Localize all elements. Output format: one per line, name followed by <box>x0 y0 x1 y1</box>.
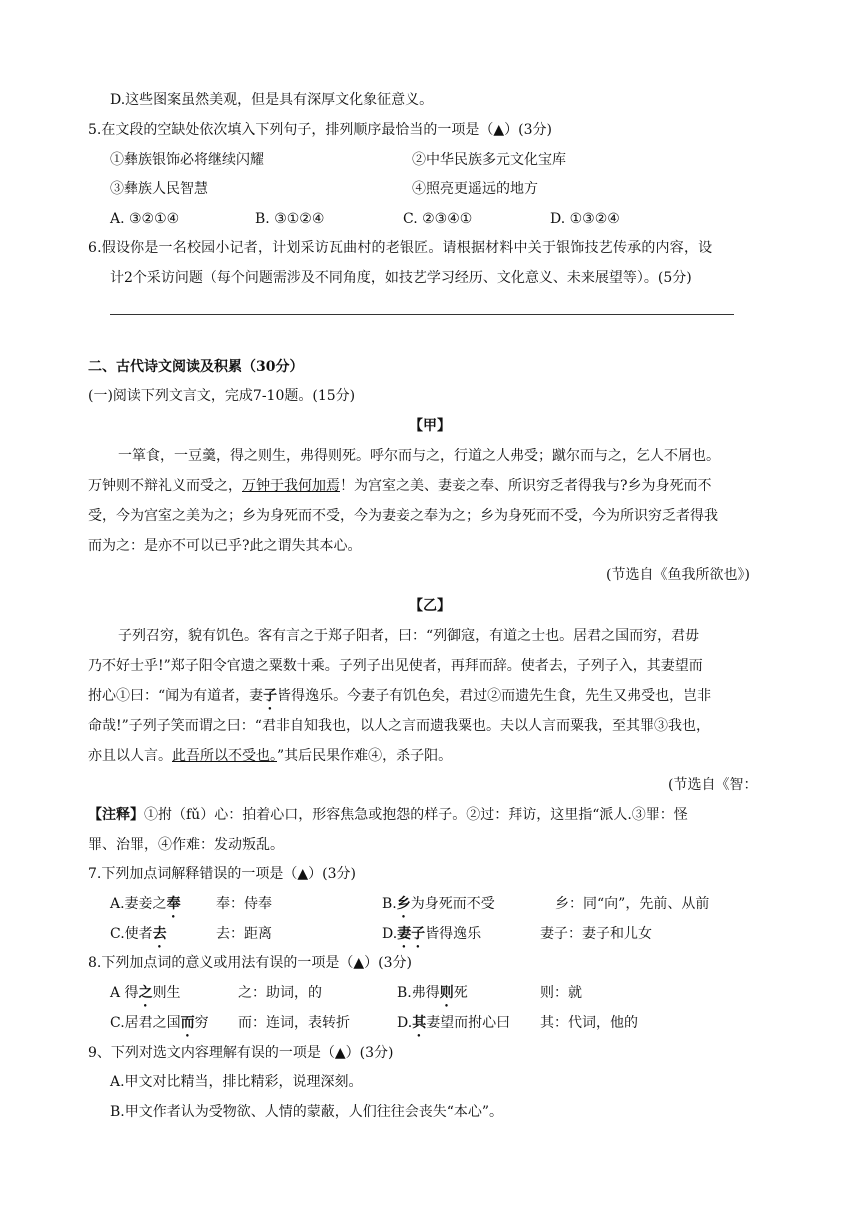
q7-a-text: A.妻妾之 <box>110 896 167 912</box>
q5-sentence-4: ④照亮更遥远的地方 <box>412 181 538 197</box>
q7-option-d <box>382 924 481 951</box>
q5-option-b: B. ③①②④ <box>255 211 325 227</box>
q8-option-c <box>110 1013 209 1040</box>
q9-option-a: A.甲文对比精当，排比精彩，说理深刻。 <box>110 1074 363 1090</box>
section-2-title: 二、古代诗文阅读及积累（30分） <box>88 359 304 375</box>
yi-underlined-sentence: 此吾所以不受也。 <box>172 748 277 764</box>
jia-source: (节选自《鱼我所欲也》) <box>606 567 750 583</box>
note-line-1 <box>88 805 688 825</box>
q4-option-d: D.这些图案虽然美观，但是具有深厚文化象征意义。 <box>110 92 434 108</box>
q7-stem: 7.下列加点词解释错误的一项是（▲）(3分) <box>88 866 356 882</box>
q7-b-dotted: 乡 <box>396 896 411 912</box>
q8-b-dotted: 则 <box>439 985 454 1001</box>
q7-d-text: D. <box>382 926 398 942</box>
q7-option-d-explanation: 妻子：妻子和儿女 <box>540 926 652 942</box>
jia-line-1: 一箪食，一豆羹，得之则生，弗得则死。呼尔而与之，行道之人弗受；蹴尔而与之，乞人不屑也。 <box>118 448 720 464</box>
note-line-2: 罪、治罪，④作难：发动叛乱。 <box>88 837 284 853</box>
jia-line-3: 受，今为宫室之美为之；乡为身死而不受，今为妻妾之奉为之；乡为身死而不受，今为所识穷乏者得我 <box>88 508 718 524</box>
q8-stem: 8.下列加点词的意义或用法有误的一项是（▲）(3分) <box>88 955 412 971</box>
note-text: ①拊（fǔ）心：拍着心口，形容焦急或抱怨的样子。②过：拜访，这里指“派人.③罪：怪 <box>144 807 688 823</box>
q7-option-b <box>382 894 495 921</box>
q5-stem: 5.在文段的空缺处依次填入下列句子，排列顺序最恰当的一项是（▲）(3分) <box>88 122 552 138</box>
q8-d-text: 妻望而拊心曰 <box>426 1015 511 1031</box>
yi-line-4: 命哉!”子列子笑而谓之曰：“君非自知我也，以人之言而遗我粟也。夫以人言而粟我，至其罪③我也， <box>88 718 710 734</box>
q7-a-dotted: 奉 <box>166 896 181 912</box>
jia-text: 万钟则不辩礼义而受之， <box>88 478 242 494</box>
q5-option-a: A. ③②①④ <box>110 211 180 227</box>
q8-a-text: 则生 <box>152 985 181 1001</box>
q8-option-a-explanation: 之：助词，的 <box>238 985 322 1001</box>
note-label: 【注释】 <box>88 807 144 823</box>
q7-b-text: B. <box>382 896 397 912</box>
q6-line-2: 计2个采访问题（每个问题需涉及不同角度，如技艺学习经历、文化意义、未来展望等）。(5分) <box>110 270 692 286</box>
q8-c-text: C.居君之国 <box>110 1015 181 1031</box>
q8-c-text: 穷 <box>194 1015 209 1031</box>
passage-jia-heading: 【甲】 <box>409 418 451 434</box>
q7-option-a <box>110 894 181 921</box>
q7-b-text: 为身死而不受 <box>410 896 495 912</box>
section-2-subtitle: (一)阅读下列文言文，完成7-10题。(15分) <box>88 388 356 404</box>
q6-line-1: 6.假设你是一名校园小记者，计划采访瓦曲村的老银匠。请根据材料中关于银饰技艺传承的内容，设 <box>88 240 713 256</box>
q7-d-dotted: 妻子 <box>397 926 426 942</box>
q5-sentence-2: ②中华民族多元文化宝库 <box>412 152 566 168</box>
q8-b-text: 死 <box>453 985 468 1001</box>
yi-text: 亦且以人言。 <box>88 748 172 764</box>
passage-yi-heading: 【乙】 <box>409 598 451 614</box>
q7-c-dotted: 去 <box>152 926 167 942</box>
q5-sentence-3: ③彝族人民智慧 <box>110 181 208 197</box>
yi-line-3 <box>88 686 711 713</box>
jia-text: ！为宫室之美、妻妾之奉、所识穷乏者得我与?乡为身死而不 <box>340 478 712 494</box>
q9-stem: 9、下列对选文内容理解有误的一项是（▲）(3分) <box>88 1045 394 1061</box>
jia-line-4: 而为之：是亦不可以已乎?此之谓失其本心。 <box>88 538 362 554</box>
q7-option-c-explanation: 去：距离 <box>216 926 272 942</box>
q8-option-b-explanation: 则：就 <box>540 985 582 1001</box>
q5-option-c: C. ②③④① <box>403 211 473 227</box>
jia-underlined-sentence: 万钟于我何加焉 <box>242 478 340 494</box>
yi-text: 皆得逸乐。今妻子有饥色矣，君过②而遗先生食，先生又弗受也，岂非 <box>277 688 712 704</box>
yi-line-5 <box>88 746 452 766</box>
q8-b-text: B.弗得 <box>397 985 440 1001</box>
q8-c-dotted: 而 <box>180 1015 195 1031</box>
q8-option-d-explanation: 其：代词，他的 <box>540 1015 638 1031</box>
q5-sentence-1: ①彝族银饰必将继续闪耀 <box>110 152 264 168</box>
q8-option-d <box>397 1013 510 1040</box>
q7-d-text: 皆得逸乐 <box>425 926 482 942</box>
q7-option-a-explanation: 奉：侍奉 <box>216 896 272 912</box>
q5-option-d: D. ①③②④ <box>550 211 620 227</box>
q7-option-c <box>110 924 167 951</box>
q8-d-dotted: 其 <box>412 1015 427 1031</box>
yi-text: 拊心①曰：“闻为有道者，妻 <box>88 688 264 704</box>
q9-option-b: B.甲文作者认为受物欲、人情的蒙蔽，人们往往会丧失“本心”。 <box>110 1104 504 1120</box>
yi-source: (节选自《智： <box>668 777 758 793</box>
yi-text: ”其后民果作难④，杀子阳。 <box>277 748 453 764</box>
yi-line-1: 子列召穷，貌有饥色。客有言之于郑子阳者，曰：“列御寇，有道之士也。居君之国而穷，君毋 <box>118 628 700 644</box>
q8-option-c-explanation: 而：连词，表转折 <box>238 1015 350 1031</box>
yi-dotted-char: 子 <box>263 688 278 704</box>
q8-option-b <box>397 983 468 1010</box>
yi-line-2: 乃不好士乎!”郑子阳令官遗之粟数十乘。子列子出见使者，再拜而辞。使者去，子列子入，其妻望而 <box>88 658 703 674</box>
q8-a-dotted: 之 <box>138 985 153 1001</box>
jia-line-2 <box>88 476 712 496</box>
q7-option-b-explanation: 乡：同“向”，先前、从前 <box>555 896 710 912</box>
q7-c-text: C.使者 <box>110 926 153 942</box>
q8-option-a <box>110 983 181 1010</box>
q8-d-text: D. <box>397 1015 413 1031</box>
answer-line <box>110 314 734 315</box>
q8-a-text: A 得 <box>110 985 139 1001</box>
